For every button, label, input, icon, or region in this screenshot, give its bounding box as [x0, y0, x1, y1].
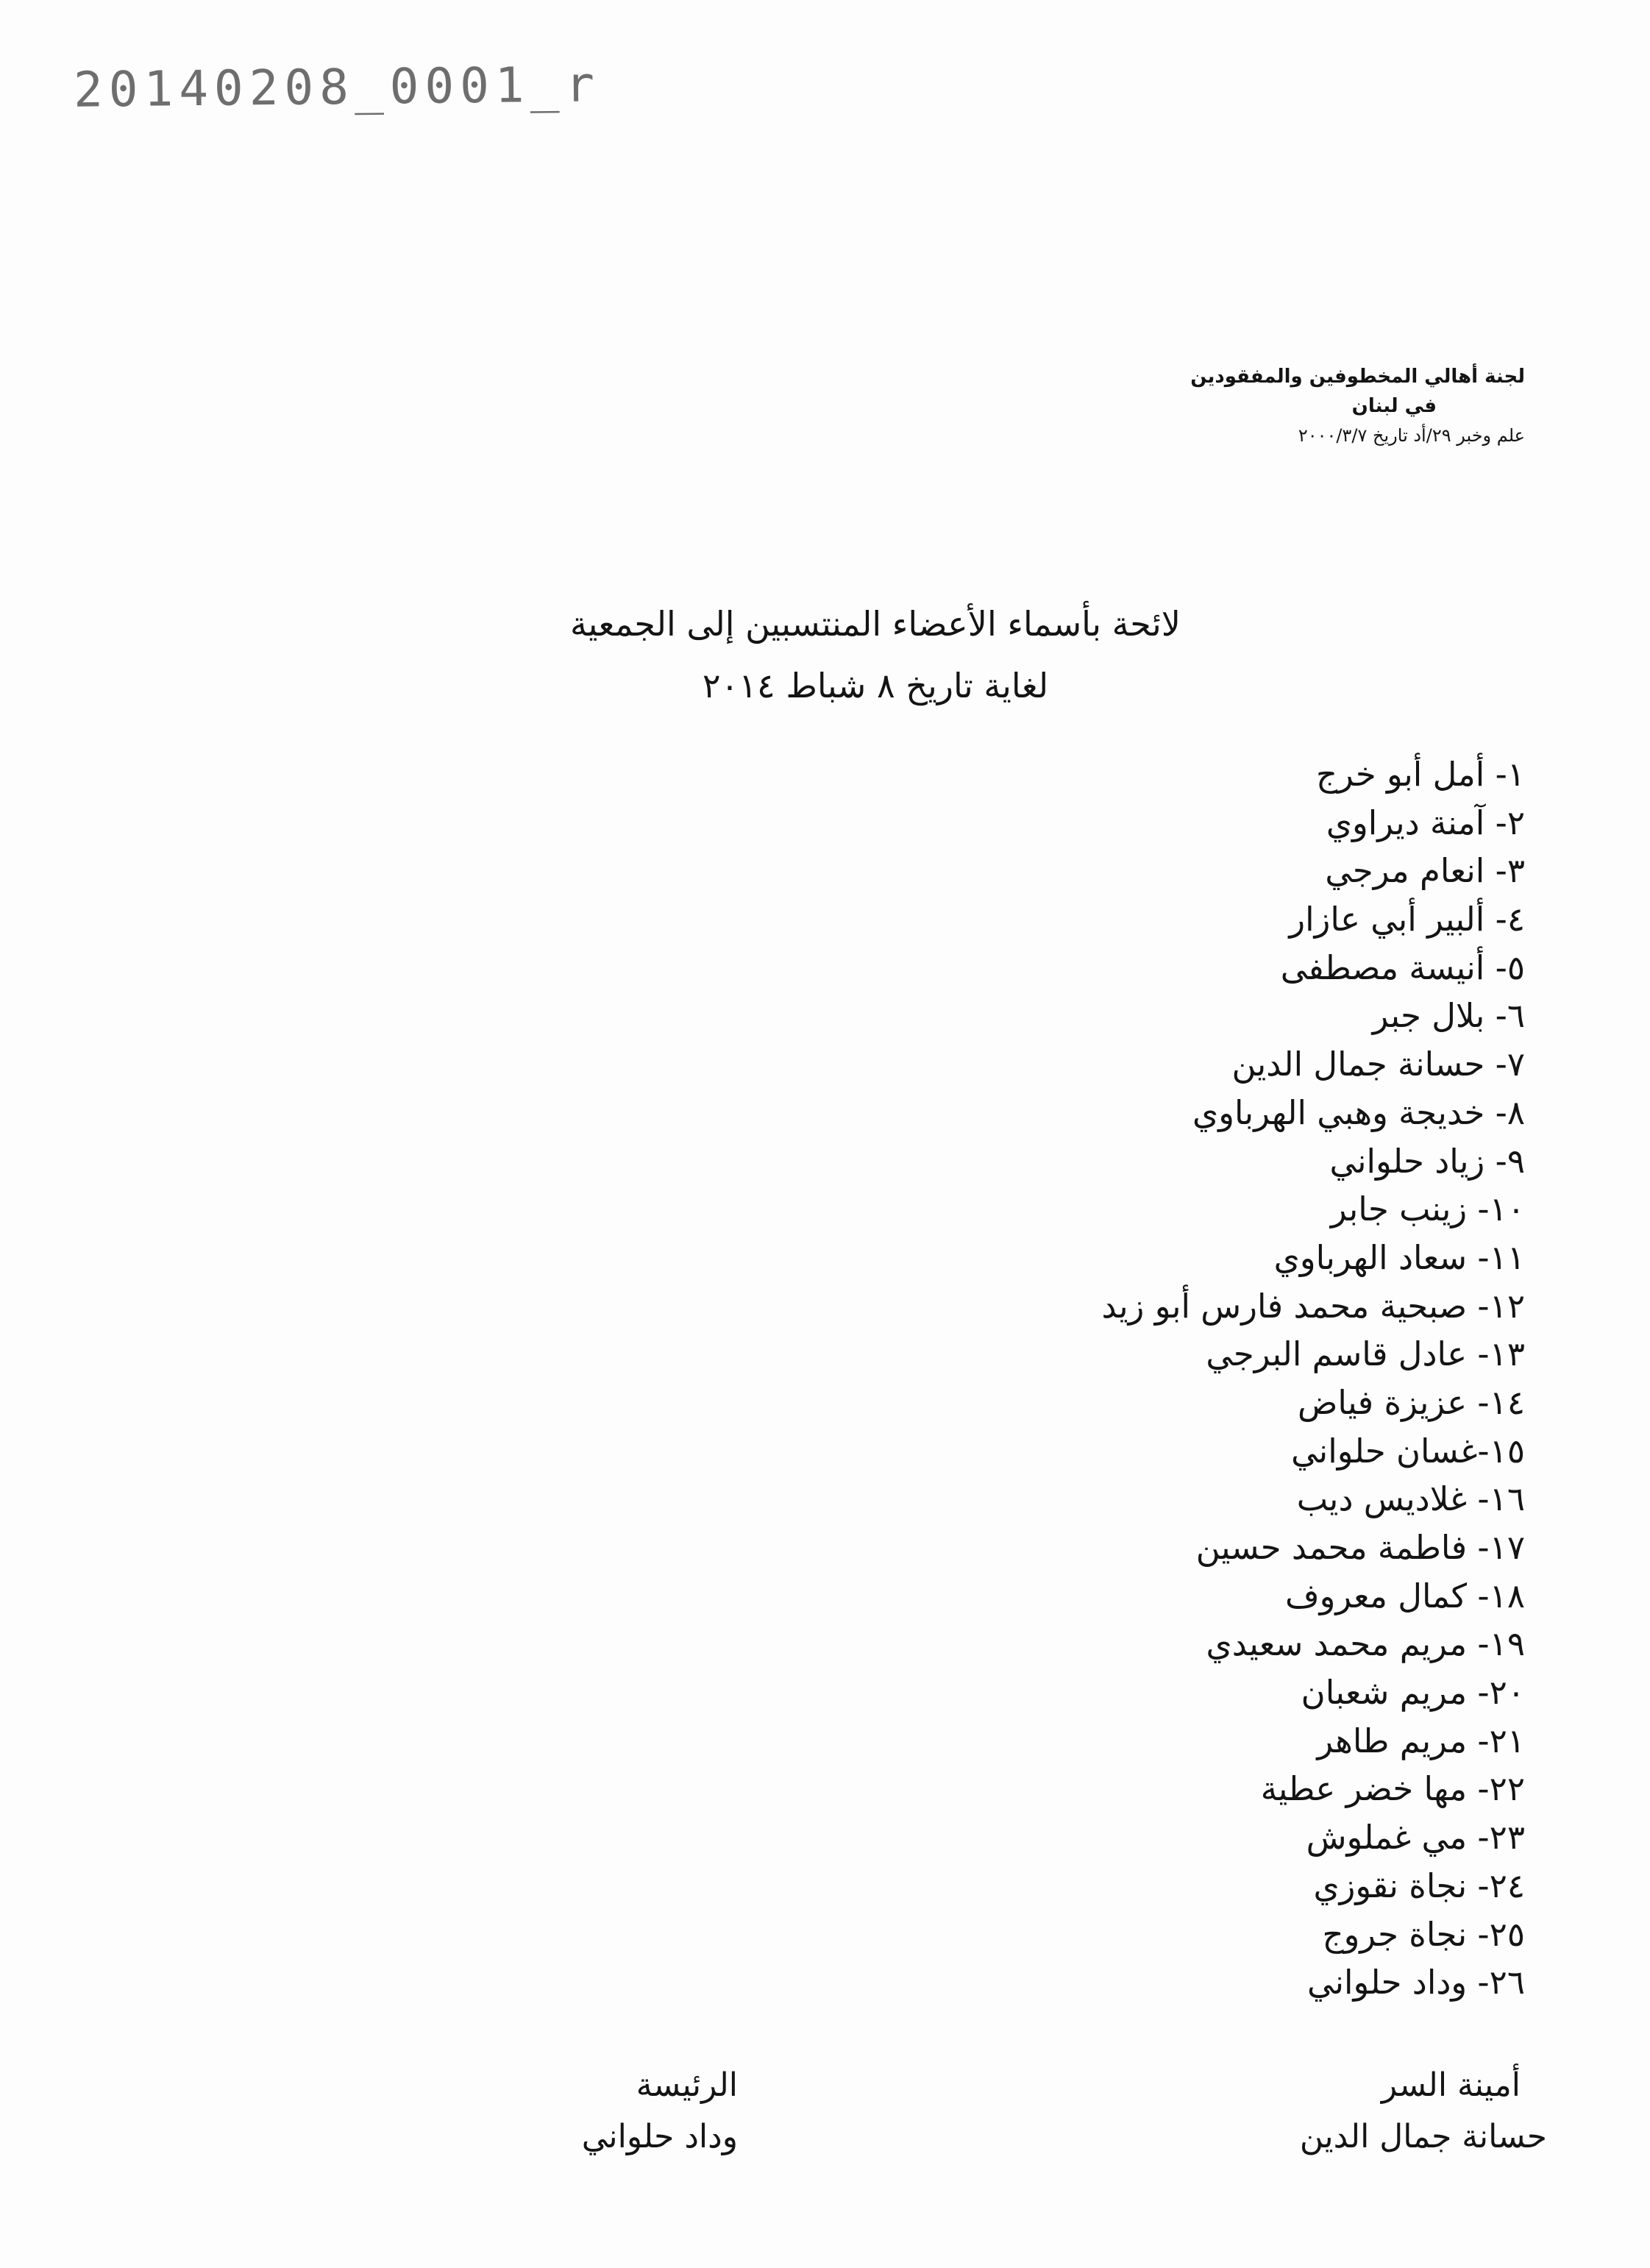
president-signature-block: [582, 2060, 738, 2163]
member-item: ١٣- عادل قاسم البرجي: [1206, 1334, 1525, 1374]
secretary-role: أمينة السر: [1381, 2066, 1521, 2104]
member-item: ١٨- كمال معروف: [1284, 1576, 1525, 1615]
title-line-1: لائحة بأسماء الأعضاء المنتسبين إلى الجمعية: [569, 604, 1181, 644]
secretary-name: حسانة جمال الدين: [1299, 2118, 1547, 2155]
member-item: ١٧- فاطمة محمد حسين: [1195, 1528, 1525, 1567]
member-item: ٢٢- مها خضر عطية: [1260, 1769, 1525, 1809]
secretary-signature-block: [1300, 2060, 1547, 2163]
handwritten-reference-number: 20140208_0001_r: [73, 56, 601, 118]
member-item: ٢٣- مي غملوش: [1306, 1818, 1525, 1858]
member-item: ٤- ألبير أبي عازار: [1289, 900, 1525, 939]
registration-permit: علم وخبر ٢٩/أد تاريخ ٢٠٠٠/٣/٧: [1298, 425, 1525, 446]
president-role: الرئيسة: [636, 2066, 738, 2104]
member-item: ١٤- عزيزة فياض: [1297, 1382, 1525, 1422]
member-item: ٢٦- وداد حلواني: [1307, 1963, 1525, 2002]
organization-location: في لبنان: [1351, 395, 1437, 417]
member-item: ١١- سعاد الهرباوي: [1273, 1237, 1525, 1277]
member-item: ٧- حسانة جمال الدين: [1231, 1045, 1525, 1084]
member-item: ٢٠- مريم شعبان: [1301, 1673, 1525, 1713]
organization-name: لجنة أهالي المخطوفين والمفقودين: [1190, 366, 1525, 388]
member-item: ٢- آمنة ديراوي: [1326, 803, 1525, 842]
member-item: ٥- أنيسة مصطفى: [1280, 948, 1525, 987]
member-item: ١٠- زينب جابر: [1330, 1190, 1525, 1229]
title-line-2: لغاية تاريخ ٨ شباط ٢٠١٤: [702, 666, 1049, 705]
organization-header: [1190, 362, 1525, 450]
members-list: [1102, 750, 1525, 2007]
document-title: [508, 593, 1243, 717]
member-item: ١٥-غسان حلواني: [1291, 1431, 1525, 1471]
president-name: وداد حلواني: [581, 2118, 738, 2155]
member-item: ١٦- غلاديس ديب: [1296, 1479, 1525, 1519]
member-item: ١٩- مريم محمد سعيدي: [1206, 1624, 1525, 1664]
member-item: ٦- بلال جبر: [1372, 996, 1525, 1036]
member-item: ٩- زياد حلواني: [1329, 1141, 1525, 1181]
member-item: ٣- انعام مرجي: [1325, 851, 1525, 891]
member-item: ٢١- مريم طاهر: [1317, 1721, 1525, 1760]
member-item: ٢٥- نجاة جروج: [1322, 1914, 1525, 1954]
member-item: ٨- خديجة وهبي الهرباوي: [1192, 1092, 1525, 1132]
member-item: ٢٤- نجاة نقوزي: [1313, 1866, 1525, 1905]
member-item: ١٢- صبحية محمد فارس أبو زيد: [1101, 1286, 1525, 1326]
member-item: ١- أمل أبو خرج: [1316, 755, 1525, 794]
